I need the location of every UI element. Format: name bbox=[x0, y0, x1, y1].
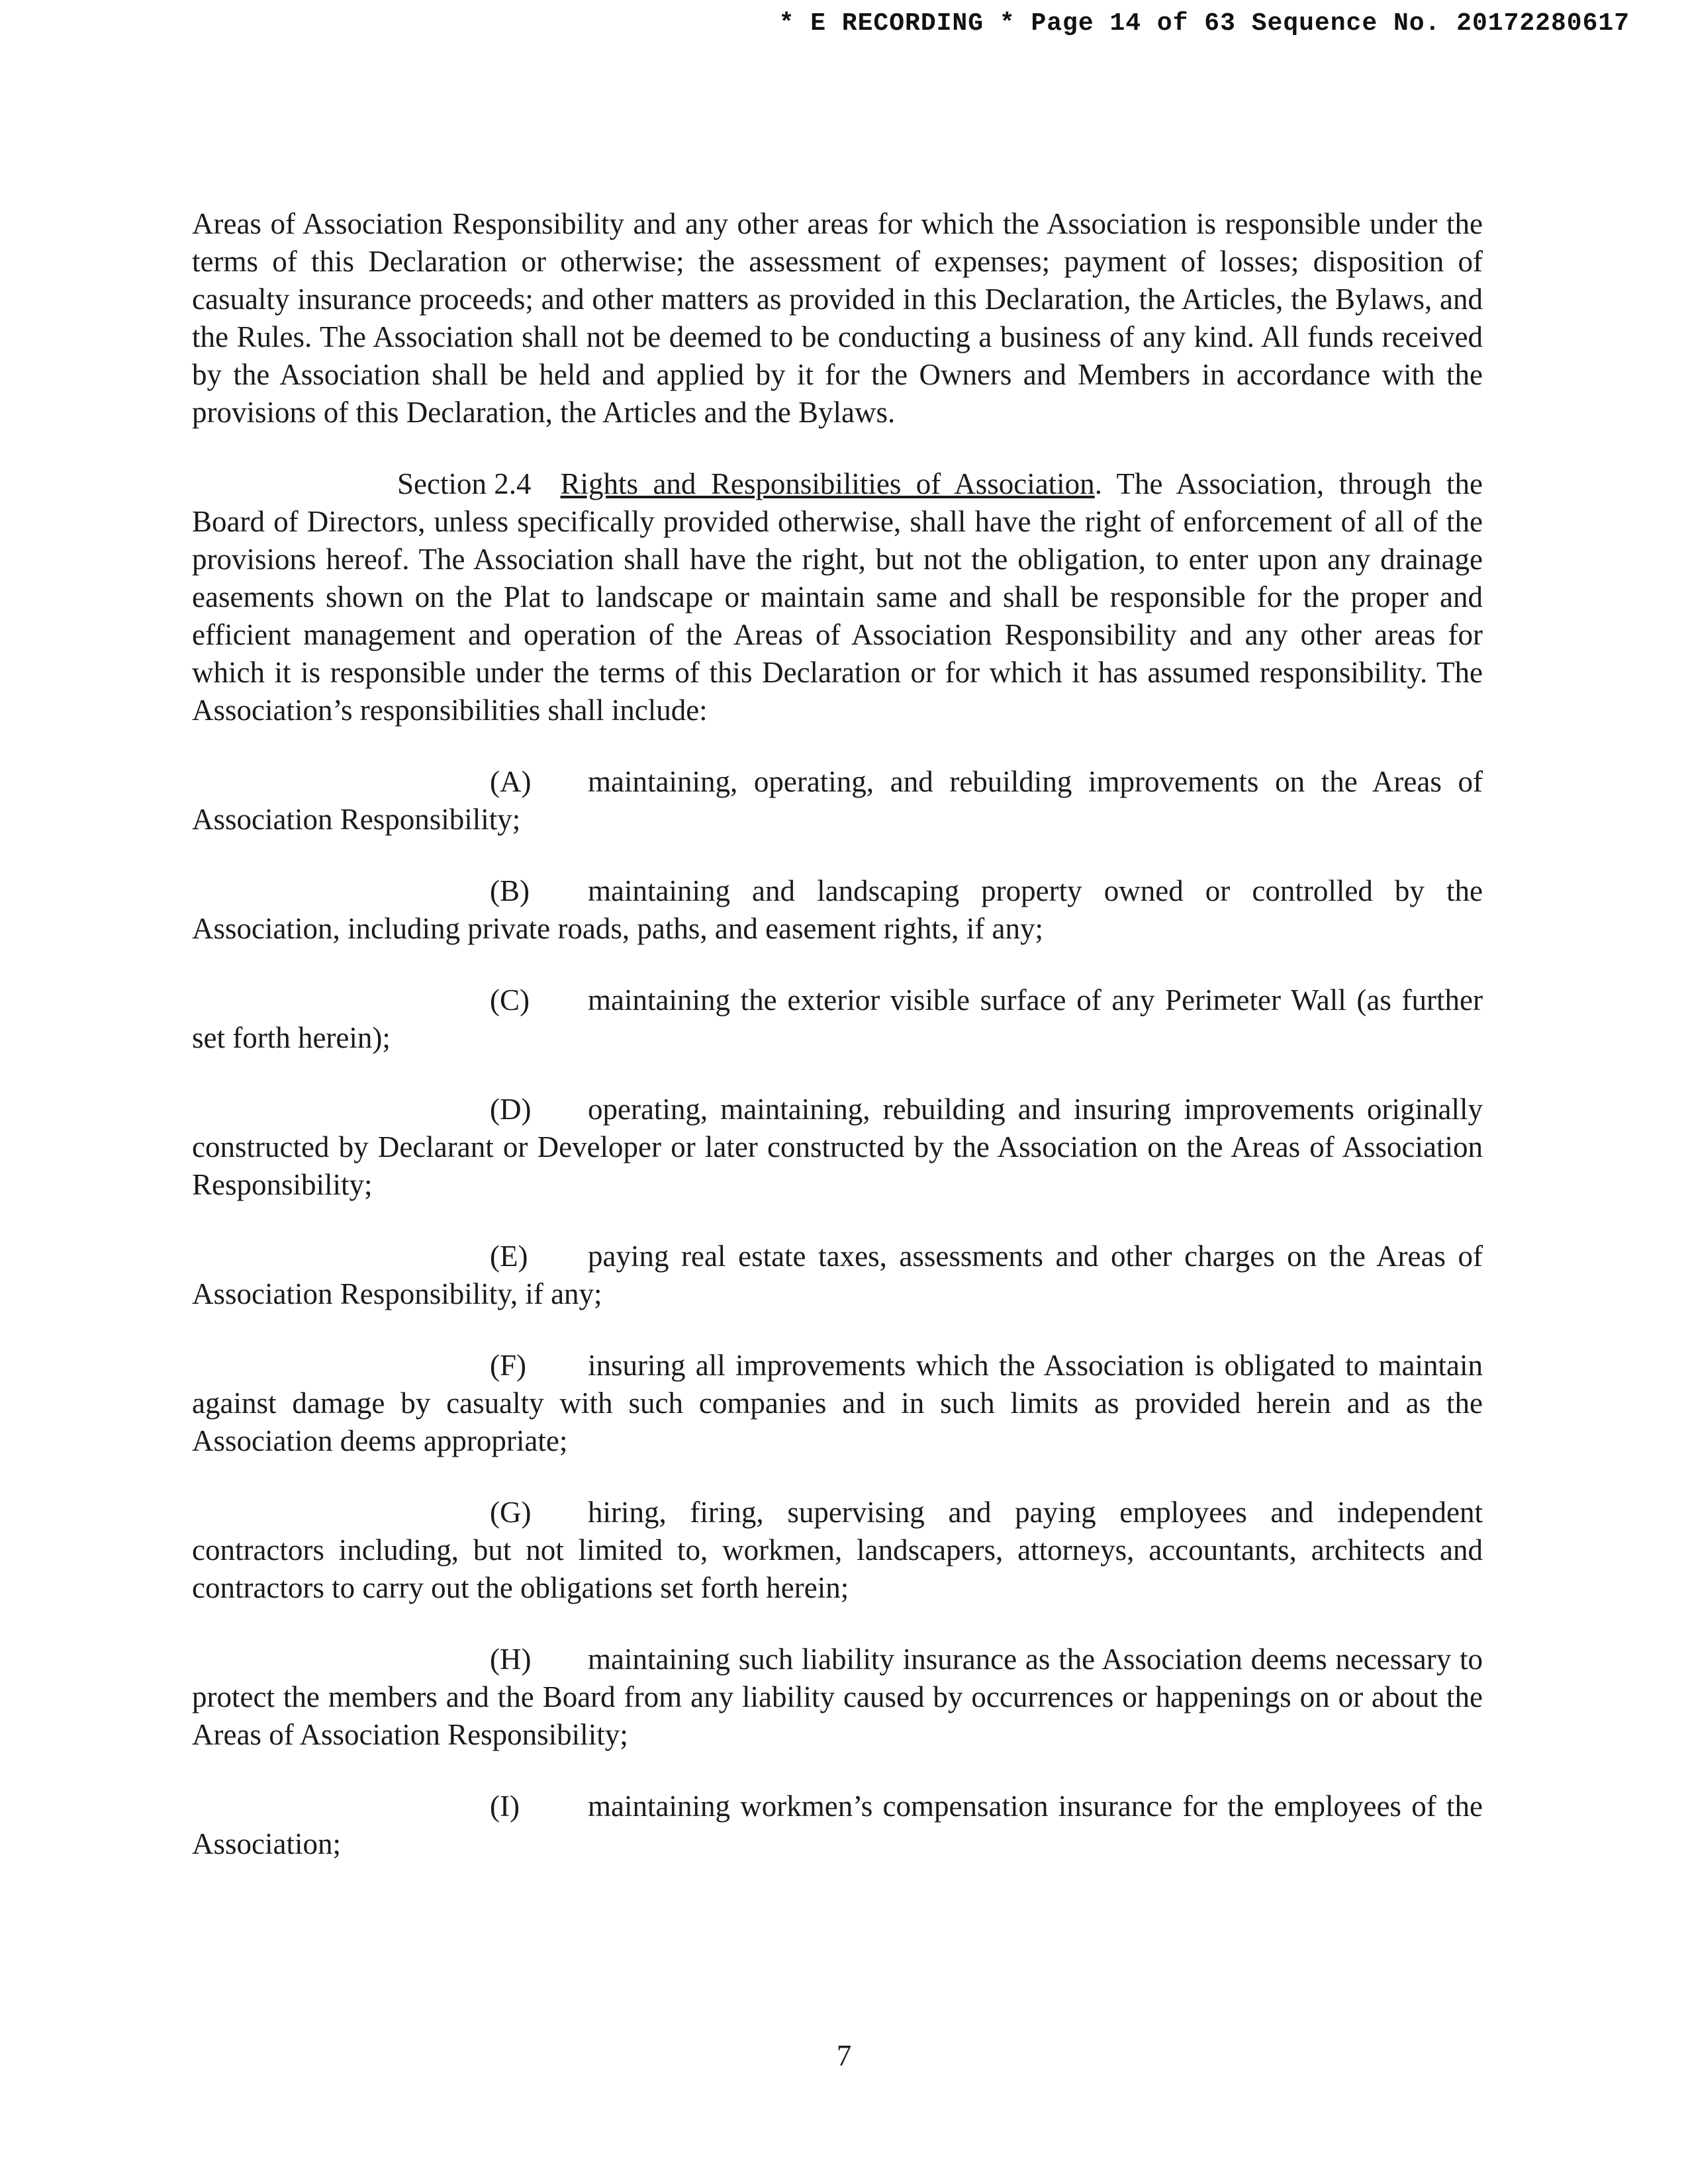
list-item-h bbox=[192, 1641, 1483, 1754]
item-text: paying real estate taxes, assessments and other charges on the Areas of Association Responsibility, if any; bbox=[192, 1240, 1483, 1310]
item-label: (G) bbox=[490, 1496, 532, 1529]
item-text: maintaining and landscaping property owned or controlled by the Association, including private roads, paths, and easement rights, if any; bbox=[192, 874, 1483, 945]
list-item-g bbox=[192, 1494, 1483, 1607]
list-item-f bbox=[192, 1347, 1483, 1460]
item-label: (A) bbox=[490, 765, 532, 798]
item-label: (E) bbox=[490, 1240, 528, 1273]
item-text: hiring, firing, supervising and paying employees and independent contractors including, but not limited to, workmen, landscapers, attorneys, accountants, architects and contractors to carry out the obligations set forth herein; bbox=[192, 1496, 1483, 1604]
list-item-e bbox=[192, 1238, 1483, 1313]
item-text: maintaining such liability insurance as the Association deems necessary to protect the members and the Board from any liability caused by occurrences or happenings on or about the Areas of Association Responsibility; bbox=[192, 1643, 1483, 1751]
item-text: maintaining, operating, and rebuilding improvements on the Areas of Association Responsibility; bbox=[192, 765, 1483, 836]
document-body bbox=[192, 205, 1483, 1897]
list-item-a bbox=[192, 763, 1483, 839]
section-title-punct: . bbox=[1094, 467, 1102, 500]
list-item-b bbox=[192, 872, 1483, 948]
item-label: (D) bbox=[490, 1093, 532, 1126]
item-label: (C) bbox=[490, 983, 530, 1017]
intro-paragraph: Areas of Association Responsibility and any other areas for which the Association is responsible under the terms of this Declaration or otherwise; the assessment of expenses; payment of losses; disposition of casualty insurance proceeds; and other matters as provided in this Declaration, the Articles, the Bylaws, and the Rules. The Association shall not be deemed to be conducting a business of any kind. All funds received by the Association shall be held and applied by it for the Owners and Members in accordance with the provisions of this Declaration, the Articles and the Bylaws. bbox=[192, 207, 1483, 429]
item-text: operating, maintaining, rebuilding and insuring improvements originally constructed by Declarant or Developer or later constructed by the Association on the Areas of Association Responsibility; bbox=[192, 1093, 1483, 1201]
list-item-d bbox=[192, 1091, 1483, 1204]
page-number: 7 bbox=[836, 2039, 852, 2072]
item-label: (B) bbox=[490, 874, 530, 907]
section-2-4-paragraph bbox=[192, 465, 1483, 729]
item-text: insuring all improvements which the Association is obligated to maintain against damage by casualty with such companies and in such limits as provided herein and as the Association deems appropriate; bbox=[192, 1349, 1483, 1457]
list-item-i bbox=[192, 1788, 1483, 1863]
item-text: maintaining workmen’s compensation insurance for the employees of the Association; bbox=[192, 1790, 1483, 1860]
section-title: Rights and Responsibilities of Association bbox=[560, 467, 1095, 500]
item-label: (H) bbox=[490, 1643, 532, 1676]
section-text: The Association, through the Board of Directors, unless specifically provided otherwise, shall have the right of enforcement of all of the provisions hereof. The Association shall have the right, but not the obligation, to enter upon any drainage easements shown on the Plat to landscape or maintain same and shall be responsible for the proper and efficient management and operation of the Areas of Association Responsibility and any other areas for which it is responsible under the terms of this Declaration or for which it has assumed responsibility. The Association’s responsibilities shall include: bbox=[192, 467, 1483, 727]
recording-stamp: * E RECORDING * Page 14 of 63 Sequence No. 20172280617 bbox=[778, 9, 1630, 38]
list-item-c bbox=[192, 981, 1483, 1057]
item-text: maintaining the exterior visible surface of any Perimeter Wall (as further set forth herein); bbox=[192, 983, 1483, 1054]
section-number: Section 2.4 bbox=[397, 467, 532, 500]
item-label: (I) bbox=[490, 1790, 520, 1823]
item-label: (F) bbox=[490, 1349, 526, 1382]
